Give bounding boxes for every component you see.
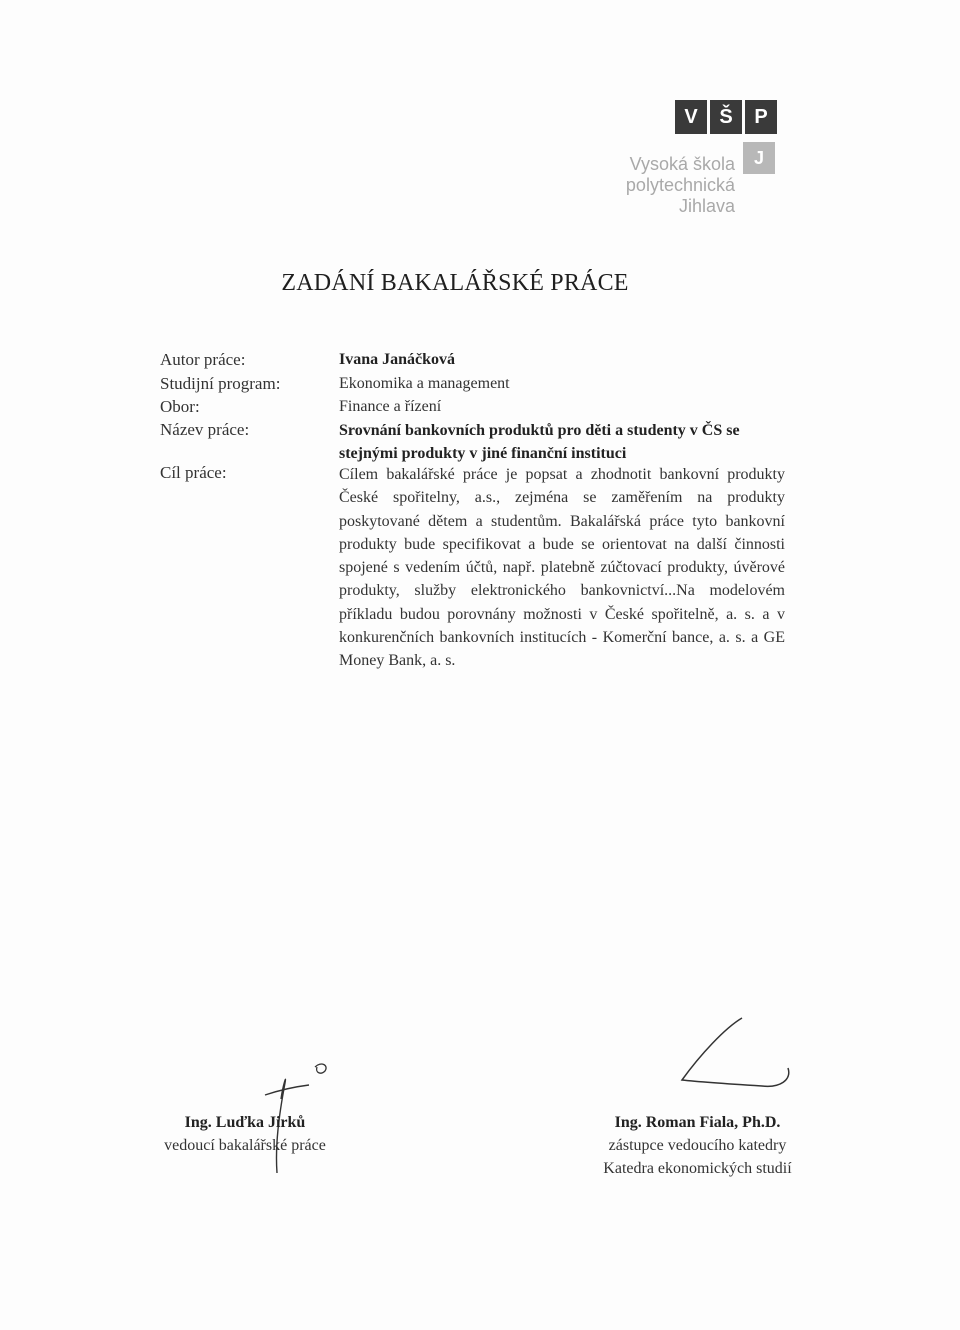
- supervisor-name: Ing. Luďka Jirků: [184, 1114, 306, 1131]
- field-value: Finance a řízení: [339, 398, 442, 415]
- aim-label: Cíl práce:: [160, 463, 227, 482]
- logo-line-3: Jihlava: [678, 196, 735, 216]
- thesis-title-label: Název práce:: [160, 420, 250, 439]
- logo-tile-v: V: [675, 100, 707, 134]
- program-label: Studijní program:: [160, 374, 281, 393]
- logo-tile-p: P: [745, 100, 777, 134]
- logo-tile-j: J: [743, 142, 775, 174]
- author-label: Autor práce:: [160, 350, 246, 369]
- thesis-title-value: Srovnání bankovních produktů pro děti a studenty v ČS se stejnými produkty v jiné finanční instituci: [339, 422, 740, 462]
- logo-text: [626, 154, 735, 217]
- department-name: Katedra ekonomických studií: [603, 1160, 792, 1177]
- deputy-head-name: Ing. Roman Fiala, Ph.D.: [614, 1114, 781, 1131]
- school-logo: [615, 100, 785, 230]
- document-title: ZADÁNÍ BAKALÁŘSKÉ PRÁCE: [281, 270, 629, 296]
- supervisor-role: vedoucí bakalářské práce: [164, 1137, 326, 1154]
- deputy-head-role: zástupce vedoucího katedry: [608, 1137, 787, 1154]
- logo-line-2: polytechnická: [625, 175, 735, 195]
- logo-tile-s: Š: [710, 100, 742, 134]
- logo-tiles: [675, 100, 777, 134]
- program-value: Ekonomika a management: [339, 375, 510, 392]
- logo-line-1: Vysoká škola: [629, 154, 735, 174]
- signature-block-left: [150, 1112, 340, 1157]
- aim-value: Cílem bakalářské práce je popsat a zhodnotit bankovní produkty České spořitelny, a.s., zejména se zaměřením na produkty poskytované dětem a studentům. Bakalářská práce tyto bankovní produkty bude specifikovat a bude se orientovat na další činnosti spojené s vedením účtů, např. platebně zúčtovací produkty, úvěrové produkty, služby elektronického bankovnictví...Na modelovém příkladu budou porovnány možnosti v České spořitelně, a. s. a v konkurenčních bankovních institucích - Komerční bance, a. s. a GE Money Bank, a. s.: [339, 466, 785, 670]
- field-label: Obor:: [160, 397, 200, 416]
- signature-right-icon: [670, 1010, 800, 1110]
- signature-block-right: [585, 1112, 810, 1180]
- author-value: Ivana Janáčková: [339, 351, 456, 368]
